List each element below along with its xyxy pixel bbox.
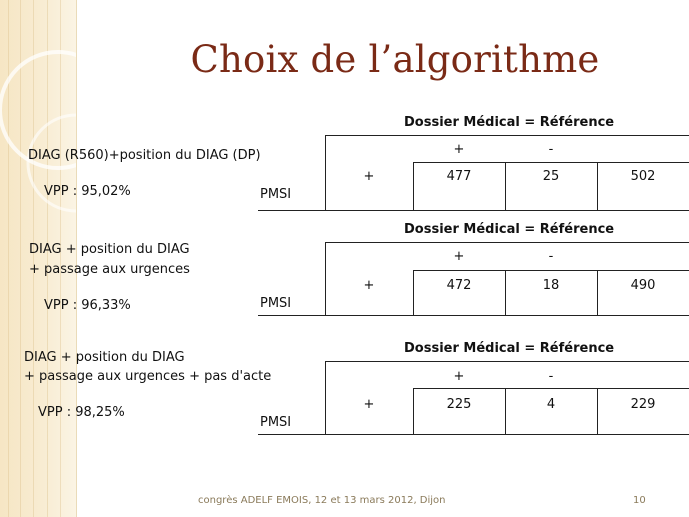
algorithm-label-1: DIAG (R560)+position du DIAG (DP) [28, 148, 261, 163]
footer-text: congrès ADELF EMOIS, 12 et 13 mars 2012, Dijon [198, 495, 446, 506]
table-header-2: Dossier Médical = Référence [404, 222, 615, 237]
cell-fp-1: 25 [542, 169, 560, 184]
table-header-3: Dossier Médical = Référence [404, 341, 615, 356]
decorative-circles [0, 35, 77, 235]
cell-tp-2: 472 [446, 278, 472, 293]
row-label-pmsi-2: PMSI [260, 296, 292, 311]
algorithm-label-2: DIAG + position du DIAG [29, 242, 190, 257]
cell-total-3: 229 [630, 397, 656, 412]
algorithm-label-3: DIAG + position du DIAG [24, 350, 185, 365]
col-minus-3: - [548, 369, 554, 384]
decorative-sidebar [0, 0, 77, 517]
row-label-pmsi-3: PMSI [260, 415, 292, 430]
vpp-label-1: VPP : 95,02% [44, 184, 131, 199]
slide-title: Choix de l’algorithme [190, 38, 600, 81]
col-minus-1: - [548, 142, 554, 157]
vpp-label-2: VPP : 96,33% [44, 298, 131, 313]
cell-tp-3: 225 [446, 397, 472, 412]
row-plus-1: + [363, 169, 375, 184]
col-plus-2: + [453, 249, 465, 264]
cell-fp-3: 4 [546, 397, 556, 412]
col-plus-1: + [453, 142, 465, 157]
cell-fp-2: 18 [542, 278, 560, 293]
cell-total-1: 502 [630, 169, 656, 184]
cell-total-2: 490 [630, 278, 656, 293]
row-plus-2: + [363, 278, 375, 293]
row-plus-3: + [363, 397, 375, 412]
table-header-1: Dossier Médical = Référence [404, 115, 615, 130]
row-label-pmsi-1: PMSI [260, 187, 292, 202]
cell-tp-1: 477 [446, 169, 472, 184]
vpp-label-3: VPP : 98,25% [38, 405, 125, 420]
page-number: 10 [633, 495, 646, 506]
col-plus-3: + [453, 369, 465, 384]
algorithm-label-3b: + passage aux urgences + pas d'acte [24, 369, 272, 384]
col-minus-2: - [548, 249, 554, 264]
algorithm-label-2b: + passage aux urgences [29, 262, 190, 277]
